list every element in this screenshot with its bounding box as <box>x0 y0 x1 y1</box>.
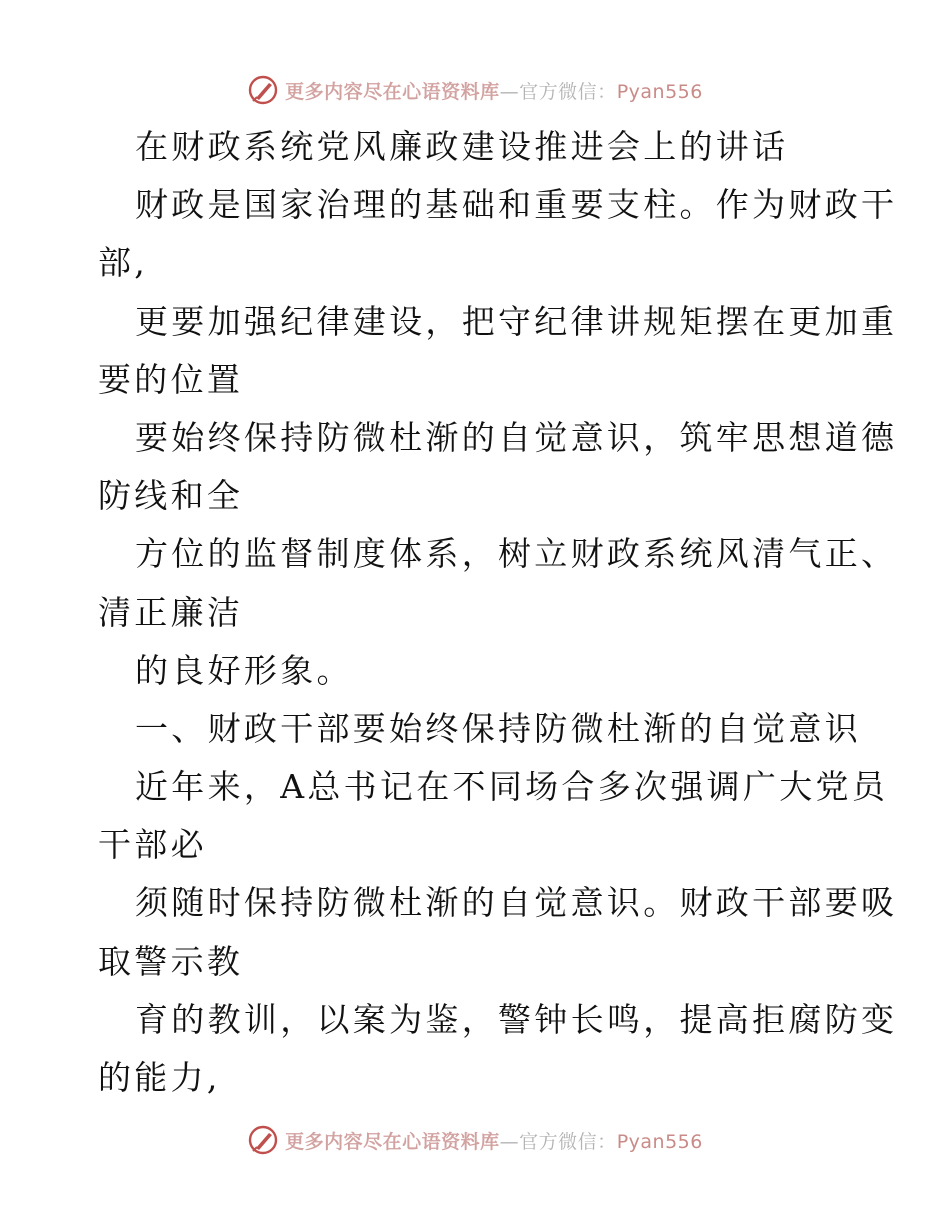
text-line: 取警示教 <box>98 941 244 981</box>
text-line: 方位的监督制度体系，树立财政系统风清气正、 <box>135 534 898 574</box>
quill-pen-logo-icon <box>247 74 279 106</box>
footer-watermark <box>0 1120 950 1160</box>
watermark-wechat-label: 官方微信： <box>519 1130 617 1153</box>
document-body <box>98 118 898 1107</box>
document-title: 在财政系统党风廉政建设推进会上的讲话 <box>135 127 789 166</box>
text-line: 部, <box>98 243 149 283</box>
section-heading: 一、财政干部要始终保持防微杜渐的自觉意识 <box>135 708 861 748</box>
watermark-main-text: 更多内容尽在心语资料库 <box>285 1130 500 1153</box>
watermark-wechat-id: Pyan556 <box>616 1130 703 1153</box>
header-watermark <box>0 70 950 110</box>
text-line: 干部必 <box>98 825 207 865</box>
quill-pen-logo-icon <box>247 1124 279 1156</box>
watermark-separator: — <box>499 1130 520 1153</box>
text-line: 财政是国家治理的基础和重要支柱。作为财政干 <box>135 185 898 225</box>
text-line: 须随时保持防微杜渐的自觉意识。财政干部要吸 <box>135 883 898 923</box>
text-line: 防线和全 <box>98 476 244 516</box>
watermark-separator: — <box>499 80 520 103</box>
text-line: 的能力, <box>98 1058 221 1097</box>
text-line: 清正廉洁 <box>98 592 244 632</box>
text-line: 要的位置 <box>98 359 244 399</box>
text-line: 近年来，A总书记在不同场合多次强调广大党员 <box>135 767 889 807</box>
watermark-wechat-label: 官方微信： <box>519 80 617 103</box>
watermark-wechat-id: Pyan556 <box>616 80 703 103</box>
text-line: 更要加强纪律建设，把守纪律讲规矩摆在更加重 <box>135 301 898 341</box>
text-line: 育的教训，以案为鉴，警钟长鸣，提高拒腐防变 <box>135 999 898 1039</box>
watermark-main-text: 更多内容尽在心语资料库 <box>285 80 500 103</box>
text-line: 的良好形象。 <box>135 650 353 690</box>
text-line: 要始终保持防微杜渐的自觉意识，筑牢思想道德 <box>135 417 898 457</box>
